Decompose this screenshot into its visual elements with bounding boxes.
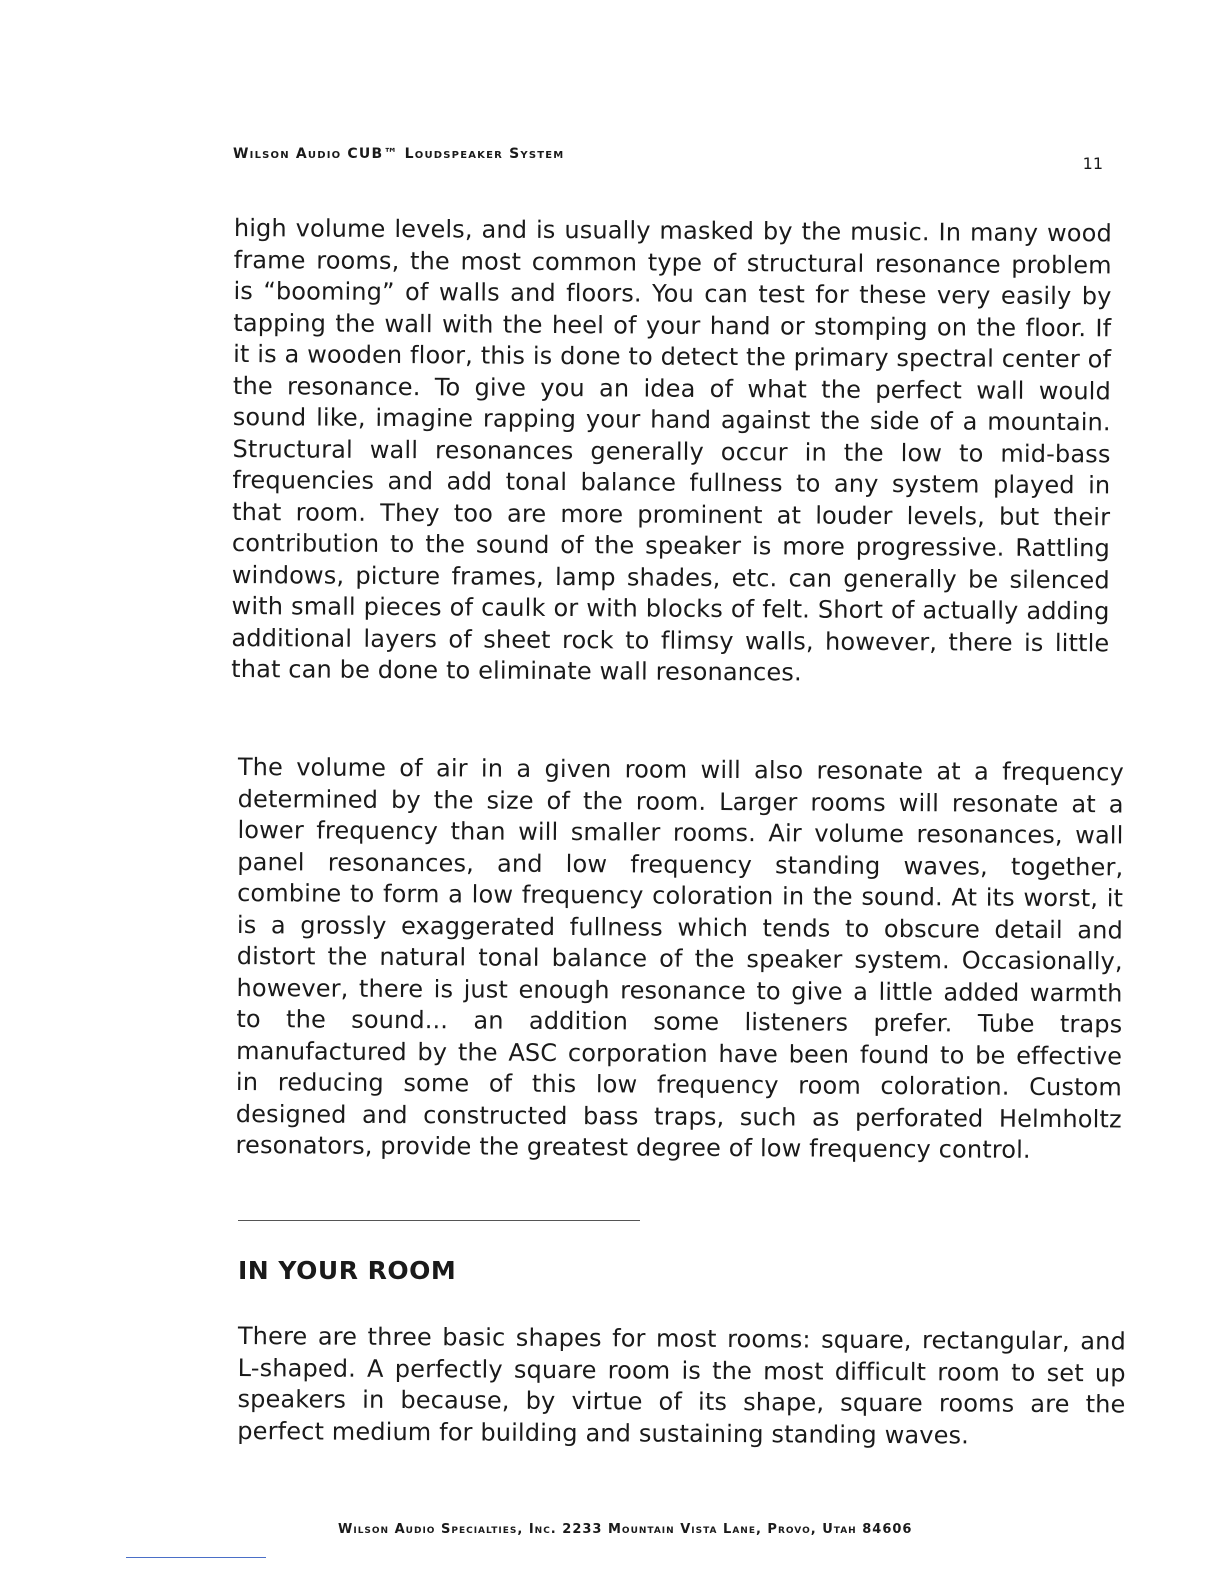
section-divider	[238, 1220, 640, 1221]
footer-address: Wilson Audio Specialties, Inc. 2233 Mountain Vista Lane, Provo, Utah 84606	[338, 1522, 913, 1537]
body-paragraph-2: The volume of air in a given room will also resonate at a frequency determined by the size of the room. Larger rooms will resonate at a lower frequency than will smaller rooms. Air volume resonances, wall panel resonances, and low frequency standing waves, together, combine to form a low frequency coloration in the sound. At its worst, it is a grossly exaggerated fullness which tends to obscure detail and distort the natural tonal balance of the speaker system. Occasionally, however, there is just enough resonance to give a little added warmth to the sound... an addition some listeners prefer. Tube traps manufactured by the ASC corporation have been found to be effective in reducing some of this low frequency room coloration. Custom designed and constructed bass traps, such as perforated Helmholtz resonators, provide the greatest degree of low frequency control.	[235, 753, 1124, 1164]
section-heading: IN YOUR ROOM	[238, 1256, 457, 1285]
body-paragraph-3: There are three basic shapes for most rooms: square, rectangular, and L-shaped. A perfectly square room is the most difficult room to set up speakers in because, by virtue of its shape, square rooms are the perfect medium for building and sustaining standing waves.	[237, 1322, 1126, 1449]
header-title: Wilson Audio CUB™ Loudspeaker System	[233, 146, 565, 162]
footer-rule	[126, 1557, 266, 1558]
page-number: 11	[1082, 154, 1103, 173]
body-paragraph-1: high volume levels, and is usually masked by the music. In many wood frame rooms, the most common type of structural resonance problem is “booming” of walls and floors. You can test for these very easily by tapping the wall with the heel of your hand or stomping on the floor. If it is a wooden floor, this is done to detect the primary spectral center of the resonance. To give you an idea of what the perfect wall would sound like, imagine rapping your hand against the side of a mountain. Structural wall resonances generally occur in the low to mid-bass frequencies and add tonal balance fullness to any system played in that room. They too are more prominent at louder levels, but their contribution to the sound of the speaker is more progressive. Rattling windows, picture frames, lamp shades, etc. can generally be silenced with small pieces of caulk or with blocks of felt. Short of actually adding additional layers of sheet rock to flimsy walls, however, there is little that can be done to eliminate wall resonances.	[231, 213, 1112, 687]
running-header	[233, 144, 1103, 174]
